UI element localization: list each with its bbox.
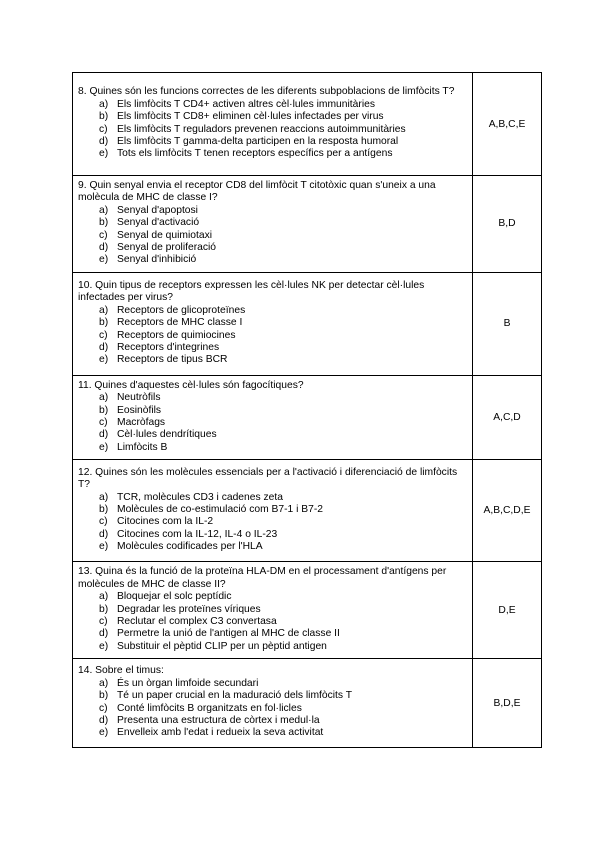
option-item bbox=[99, 124, 467, 136]
option-text: Eosinòfils bbox=[117, 404, 162, 416]
option-item bbox=[99, 641, 467, 653]
option-text: Molècules codificades per l'HLA bbox=[117, 541, 263, 553]
option-item bbox=[99, 205, 467, 217]
option-letter: d) bbox=[99, 242, 109, 254]
question-cell bbox=[73, 272, 473, 375]
question-row bbox=[73, 272, 542, 375]
answer-cell: D,E bbox=[473, 562, 542, 659]
option-item bbox=[99, 715, 467, 727]
option-letter: b) bbox=[99, 404, 109, 416]
option-text: Els limfòcits T gamma-delta participen en la resposta humoral bbox=[117, 135, 399, 147]
option-item bbox=[99, 405, 467, 417]
option-letter: e) bbox=[99, 354, 109, 366]
question-text: 12. Quines són les molècules essencials per a l'activació i diferenciació de limfòcits T? bbox=[78, 466, 458, 491]
option-letter: a) bbox=[99, 204, 109, 216]
option-letter: d) bbox=[99, 429, 109, 441]
option-text: Senyal d'activació bbox=[117, 217, 200, 229]
option-text: Els limfòcits T reguladors prevenen reaccions autoimmunitàries bbox=[117, 123, 406, 135]
answer-cell: A,B,C,D,E bbox=[473, 460, 542, 562]
option-text: Els limfòcits T CD8+ eliminen cèl·lules infectades per virus bbox=[117, 111, 384, 123]
option-letter: c) bbox=[99, 229, 108, 241]
option-letter: e) bbox=[99, 254, 109, 266]
option-letter: b) bbox=[99, 217, 109, 229]
quiz-table bbox=[72, 72, 542, 748]
question-row bbox=[73, 562, 542, 659]
option-text: Té un paper crucial en la maduració dels limfòcits T bbox=[117, 690, 353, 702]
option-letter: e) bbox=[99, 148, 109, 160]
option-text: Receptors de quimiocines bbox=[117, 329, 236, 341]
option-item bbox=[99, 492, 467, 504]
question-text: 14. Sobre el timus: bbox=[78, 665, 164, 677]
option-text: Citocines com la IL-2 bbox=[117, 516, 214, 528]
option-text: Neutròfils bbox=[117, 392, 161, 404]
option-item bbox=[99, 541, 467, 553]
option-text: Conté limfòcits B organitzats en fol·licles bbox=[117, 702, 302, 714]
question-row bbox=[73, 73, 542, 176]
option-text: Receptors de glicoproteïnes bbox=[117, 304, 246, 316]
option-letter: c) bbox=[99, 702, 108, 714]
option-letter: e) bbox=[99, 441, 109, 453]
option-item bbox=[99, 604, 467, 616]
option-item bbox=[99, 136, 467, 148]
option-item bbox=[99, 230, 467, 242]
option-text: Macròfags bbox=[117, 417, 166, 429]
answer-cell: B,D,E bbox=[473, 659, 542, 748]
option-item bbox=[99, 242, 467, 254]
option-list bbox=[78, 392, 467, 454]
option-text: Limfòcits B bbox=[117, 441, 168, 453]
option-text: Els limfòcits T CD4+ activen altres cèl·lules immunitàries bbox=[117, 98, 375, 110]
option-item bbox=[99, 727, 467, 739]
option-item bbox=[99, 429, 467, 441]
option-text: Senyal de proliferació bbox=[117, 242, 217, 254]
question-cell bbox=[73, 375, 473, 459]
option-letter: d) bbox=[99, 715, 109, 727]
answer-cell: A,C,D bbox=[473, 375, 542, 459]
option-letter: d) bbox=[99, 528, 109, 540]
option-text: Bloquejar el solc peptídic bbox=[117, 591, 232, 603]
option-text: És un òrgan limfoide secundari bbox=[117, 677, 259, 689]
option-list bbox=[78, 205, 467, 267]
option-text: Degradar les proteïnes víriques bbox=[117, 603, 261, 615]
question-text: 10. Quin tipus de receptors expressen les cèl·lules NK per detectar cèl·lules infectades per virus? bbox=[78, 279, 425, 304]
option-letter: a) bbox=[99, 677, 109, 689]
option-letter: b) bbox=[99, 603, 109, 615]
question-cell bbox=[73, 659, 473, 748]
question-cell bbox=[73, 460, 473, 562]
option-text: Permetre la unió de l'antigen al MHC de classe II bbox=[117, 628, 340, 640]
option-item bbox=[99, 99, 467, 111]
option-letter: c) bbox=[99, 417, 108, 429]
question-text: 11. Quines d'aquestes cèl·lules són fagocítiques? bbox=[78, 379, 304, 391]
question-row bbox=[73, 460, 542, 562]
option-item bbox=[99, 354, 467, 366]
option-item bbox=[99, 616, 467, 628]
option-text: Receptors de MHC classe I bbox=[117, 317, 243, 329]
answer-cell: B bbox=[473, 272, 542, 375]
option-letter: d) bbox=[99, 341, 109, 353]
option-text: Senyal d'apoptosi bbox=[117, 204, 198, 216]
option-letter: c) bbox=[99, 516, 108, 528]
option-letter: d) bbox=[99, 135, 109, 147]
option-text: Senyal d'inhibició bbox=[117, 254, 197, 266]
option-list bbox=[78, 678, 467, 740]
option-item bbox=[99, 442, 467, 454]
option-item bbox=[99, 529, 467, 541]
question-cell bbox=[73, 73, 473, 176]
option-text: Envelleix amb l'edat i redueix la seva activitat bbox=[117, 727, 324, 739]
option-item bbox=[99, 591, 467, 603]
option-letter: a) bbox=[99, 392, 109, 404]
option-text: Cèl·lules dendrítiques bbox=[117, 429, 217, 441]
option-letter: b) bbox=[99, 317, 109, 329]
option-text: Reclutar el complex C3 convertasa bbox=[117, 615, 277, 627]
option-text: Presenta una estructura de còrtex i medul·la bbox=[117, 715, 320, 727]
option-letter: e) bbox=[99, 727, 109, 739]
option-item bbox=[99, 417, 467, 429]
option-item bbox=[99, 305, 467, 317]
option-text: Receptors de tipus BCR bbox=[117, 354, 228, 366]
option-text: Receptors d'integrines bbox=[117, 341, 220, 353]
quiz-table-body bbox=[73, 73, 542, 748]
option-item bbox=[99, 342, 467, 354]
option-item bbox=[99, 217, 467, 229]
option-item bbox=[99, 678, 467, 690]
option-list bbox=[78, 492, 467, 554]
option-letter: c) bbox=[99, 329, 108, 341]
option-letter: b) bbox=[99, 690, 109, 702]
option-item bbox=[99, 317, 467, 329]
option-item bbox=[99, 690, 467, 702]
option-letter: b) bbox=[99, 504, 109, 516]
option-letter: a) bbox=[99, 98, 109, 110]
option-letter: c) bbox=[99, 615, 108, 627]
option-letter: a) bbox=[99, 491, 109, 503]
option-text: Senyal de quimiotaxi bbox=[117, 229, 213, 241]
question-row bbox=[73, 659, 542, 748]
option-letter: e) bbox=[99, 640, 109, 652]
option-letter: d) bbox=[99, 628, 109, 640]
option-text: Substituir el pèptid CLIP per un pèptid antigen bbox=[117, 640, 327, 652]
question-cell bbox=[73, 176, 473, 273]
question-row bbox=[73, 176, 542, 273]
option-text: Molècules de co-estimulació com B7-1 i B7-2 bbox=[117, 504, 324, 516]
option-item bbox=[99, 111, 467, 123]
option-item bbox=[99, 504, 467, 516]
option-list bbox=[78, 99, 467, 161]
question-text: 9. Quin senyal envia el receptor CD8 del limfòcit T citotòxic quan s'uneix a una molècula de MHC de classe I? bbox=[78, 180, 436, 204]
option-item bbox=[99, 392, 467, 404]
option-text: TCR, molècules CD3 i cadenes zeta bbox=[117, 491, 283, 503]
question-text: 8. Quines són les funcions correctes de les diferents subpoblacions de limfòcits T? bbox=[78, 86, 455, 98]
option-item bbox=[99, 330, 467, 342]
question-text: 13. Quina és la funció de la proteïna HLA-DM en el processament d'antígens per molècules de MHC de classe II? bbox=[78, 566, 447, 590]
option-item bbox=[99, 516, 467, 528]
option-item bbox=[99, 628, 467, 640]
option-text: Citocines com la IL-12, IL-4 o IL-23 bbox=[117, 528, 278, 540]
option-letter: a) bbox=[99, 591, 109, 603]
option-list bbox=[78, 591, 467, 653]
option-letter: e) bbox=[99, 541, 109, 553]
option-text: Tots els limfòcits T tenen receptors específics per a antígens bbox=[117, 148, 393, 160]
question-cell bbox=[73, 562, 473, 659]
answer-cell: B,D bbox=[473, 176, 542, 273]
option-letter: c) bbox=[99, 123, 108, 135]
option-item bbox=[99, 703, 467, 715]
option-item bbox=[99, 254, 467, 266]
option-list bbox=[78, 305, 467, 367]
question-row bbox=[73, 375, 542, 459]
option-letter: b) bbox=[99, 111, 109, 123]
option-item bbox=[99, 148, 467, 160]
answer-cell: A,B,C,E bbox=[473, 73, 542, 176]
option-letter: a) bbox=[99, 304, 109, 316]
